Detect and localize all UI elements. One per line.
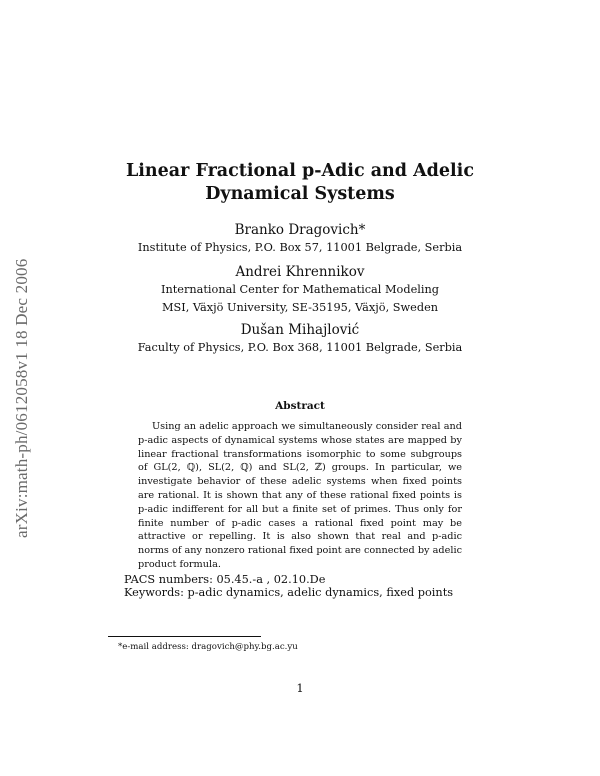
page-number: 1 <box>296 681 304 695</box>
paper-title <box>0 160 600 206</box>
footnote-email: *e-mail address: dragovich@phy.bg.ac.yu <box>118 642 298 652</box>
keywords: Keywords: p-adic dynamics, adelic dynamics, fixed points <box>124 586 454 599</box>
abstract-text: Using an adelic approach we simultaneously consider real and p-adic aspects of dynamical systems whose states are mapped by linear fractional transformations isomorphic to some subgroups of GL(2, ℚ), SL(2, ℚ) and SL(2, ℤ) groups. In particular, we investigate behavior of these adelic systems when fixed points are rational. It is shown that any of these rational fixed points is p-adic indifferent for all but a finite set of primes. Thus only for finite number of p-adic cases a rational fixed point may be attractive or repelling. It is also shown that real and p-adic norms of any nonzero rational fixed point are connected by adelic product formula. <box>138 421 462 570</box>
author-3-affiliation: Faculty of Physics, P.O. Box 368, 11001 Belgrade, Serbia <box>137 341 463 354</box>
abstract-heading: Abstract <box>275 400 325 412</box>
author-2-affiliation-line-1: International Center for Mathematical Modeling <box>160 283 440 296</box>
author-1-name: Branko Dragovich* <box>234 222 366 238</box>
author-3-name: Dušan Mihajlović <box>240 322 360 338</box>
title-line-1: Linear Fractional p-Adic and Adelic <box>125 161 474 181</box>
pacs-numbers: PACS numbers: 05.45.-a , 02.10.De <box>124 573 326 586</box>
footnote-divider <box>108 636 261 637</box>
title-line-2: Dynamical Systems <box>205 184 395 204</box>
arxiv-identifier: arXiv:math-ph/0612058v1 18 Dec 2006 <box>12 258 31 538</box>
author-2-affiliation-line-2: MSI, Växjö University, SE-35195, Växjö, Sweden <box>161 301 439 314</box>
author-1-affiliation: Institute of Physics, P.O. Box 57, 11001 Belgrade, Serbia <box>137 241 463 254</box>
author-2-name: Andrei Khrennikov <box>235 264 365 280</box>
